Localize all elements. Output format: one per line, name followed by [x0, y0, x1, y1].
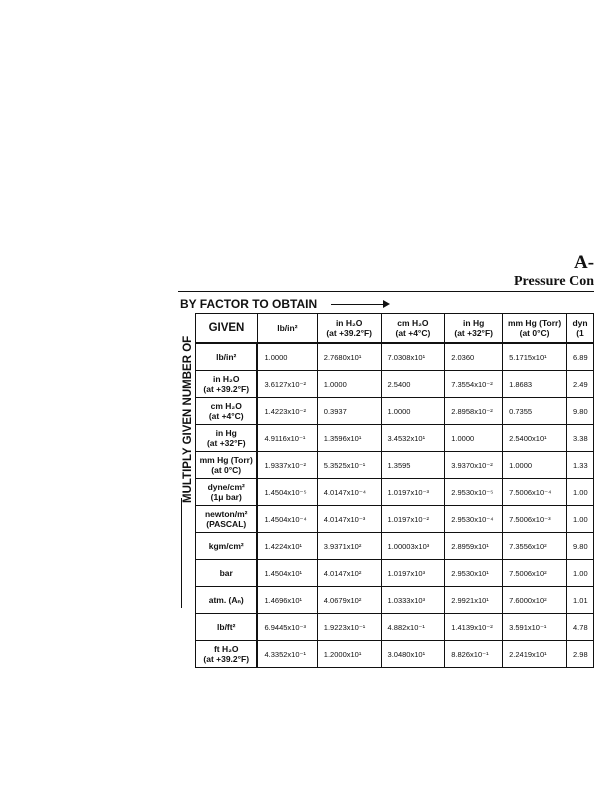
table-cell: 1.0000	[257, 343, 317, 371]
table-cell: 8.826x10⁻¹	[445, 641, 503, 668]
right-arrow-line	[331, 304, 385, 305]
table-cell: 4.882x10⁻¹	[381, 614, 445, 641]
table-cell: 1.00	[567, 506, 594, 533]
row-header: ft H₂O (at +39.2°F)	[196, 641, 258, 668]
table-cell: 2.2419x10¹	[503, 641, 567, 668]
table-cell: 1.4504x10⁻⁴	[257, 506, 317, 533]
table-cell: 1.0000	[445, 425, 503, 452]
column-header: cm H₂O (at +4°C)	[381, 314, 445, 344]
table-cell: 5.3525x10⁻¹	[317, 452, 381, 479]
table-cell: 7.6000x10²	[503, 587, 567, 614]
table-row	[196, 533, 594, 560]
table-cell: 1.33	[567, 452, 594, 479]
row-header: lb/ft²	[196, 614, 258, 641]
table-cell: 7.5006x10⁻⁴	[503, 479, 567, 506]
table-cell: 2.5400x10¹	[503, 425, 567, 452]
table-cell: 3.0480x10¹	[381, 641, 445, 668]
table-row	[196, 452, 594, 479]
table-cell: 7.5006x10²	[503, 560, 567, 587]
table-cell: 1.4504x10¹	[257, 560, 317, 587]
page-title: Pressure Con	[514, 274, 594, 289]
table-cell: 6.89	[567, 343, 594, 371]
table-cell: 1.0197x10⁻³	[381, 479, 445, 506]
header-row	[196, 314, 594, 344]
column-header: GIVEN	[196, 314, 258, 344]
table-cell: 2.9530x10⁻⁴	[445, 506, 503, 533]
table-cell: 7.0308x10¹	[381, 343, 445, 371]
table-cell: 5.1715x10¹	[503, 343, 567, 371]
by-factor-label: BY FACTOR TO OBTAIN	[180, 297, 318, 311]
table-row	[196, 343, 594, 371]
table-cell: 6.9445x10⁻³	[257, 614, 317, 641]
column-header: dyn (1	[567, 314, 594, 344]
table-cell: 9.80	[567, 398, 594, 425]
title-rule	[178, 291, 594, 292]
row-header: lb/in²	[196, 343, 258, 371]
table-cell: 1.9337x10⁻²	[257, 452, 317, 479]
table-cell: 3.9371x10²	[317, 533, 381, 560]
table-cell: 2.8958x10⁻²	[445, 398, 503, 425]
table-cell: 1.00003x10³	[381, 533, 445, 560]
table-row	[196, 560, 594, 587]
table-cell: 1.0000	[503, 452, 567, 479]
row-header: in Hg (at +32°F)	[196, 425, 258, 452]
table-cell: 1.4504x10⁻⁵	[257, 479, 317, 506]
row-header: cm H₂O (at +4°C)	[196, 398, 258, 425]
table-cell: 1.4224x10¹	[257, 533, 317, 560]
table-cell: 0.3937	[317, 398, 381, 425]
table-row	[196, 641, 594, 668]
table-cell: 1.0197x10⁻²	[381, 506, 445, 533]
multiply-given-label: MULTIPLY GIVEN NUMBER OF	[182, 335, 194, 503]
table-cell: 3.4532x10¹	[381, 425, 445, 452]
row-header: atm. (Aₙ)	[196, 587, 258, 614]
table-cell: 4.0147x10⁻³	[317, 506, 381, 533]
column-header: in Hg (at +32°F)	[445, 314, 503, 344]
conversion-table	[195, 313, 594, 668]
table-row	[196, 614, 594, 641]
side-label-wrap	[176, 314, 194, 610]
table-cell: 1.4223x10⁻²	[257, 398, 317, 425]
table-cell: 1.00	[567, 479, 594, 506]
table-cell: 1.4696x10¹	[257, 587, 317, 614]
column-header: in H₂O (at +39.2°F)	[317, 314, 381, 344]
row-header: newton/m² (PASCAL)	[196, 506, 258, 533]
table-cell: 2.9921x10¹	[445, 587, 503, 614]
table-cell: 4.0147x10²	[317, 560, 381, 587]
table-cell: 4.0147x10⁻⁴	[317, 479, 381, 506]
row-header: dyne/cm² (1μ bar)	[196, 479, 258, 506]
row-header: bar	[196, 560, 258, 587]
table-cell: 1.8683	[503, 371, 567, 398]
table-cell: 1.0333x10³	[381, 587, 445, 614]
column-header: mm Hg (Torr) (at 0°C)	[503, 314, 567, 344]
row-header: kgm/cm²	[196, 533, 258, 560]
table-cell: 9.80	[567, 533, 594, 560]
table-cell: 1.01	[567, 587, 594, 614]
table-cell: 2.9530x10⁻⁵	[445, 479, 503, 506]
table-cell: 1.0197x10³	[381, 560, 445, 587]
table-cell: 1.4139x10⁻²	[445, 614, 503, 641]
table-row	[196, 371, 594, 398]
table-cell: 1.9223x10⁻¹	[317, 614, 381, 641]
table-cell: 1.3595	[381, 452, 445, 479]
table-cell: 0.7355	[503, 398, 567, 425]
table-cell: 4.0679x10²	[317, 587, 381, 614]
table-cell: 1.0000	[381, 398, 445, 425]
row-header: mm Hg (Torr) (at 0°C)	[196, 452, 258, 479]
table-cell: 3.6127x10⁻²	[257, 371, 317, 398]
table-cell: 1.2000x10¹	[317, 641, 381, 668]
right-arrow-icon	[383, 300, 390, 308]
table-cell: 1.3596x10¹	[317, 425, 381, 452]
appendix-code: A-	[574, 252, 594, 273]
column-header: lb/in²	[257, 314, 317, 344]
table-row	[196, 479, 594, 506]
table-cell: 7.5006x10⁻³	[503, 506, 567, 533]
table-cell: 2.49	[567, 371, 594, 398]
table-cell: 4.9116x10⁻¹	[257, 425, 317, 452]
table-cell: 2.7680x10¹	[317, 343, 381, 371]
table-cell: 2.0360	[445, 343, 503, 371]
table-cell: 4.78	[567, 614, 594, 641]
table-row	[196, 398, 594, 425]
table-cell: 2.9530x10¹	[445, 560, 503, 587]
row-header: in H₂O (at +39.2°F)	[196, 371, 258, 398]
table-cell: 2.98	[567, 641, 594, 668]
table-cell: 3.9370x10⁻²	[445, 452, 503, 479]
table-cell: 2.5400	[381, 371, 445, 398]
table-row	[196, 587, 594, 614]
table-cell: 3.591x10⁻¹	[503, 614, 567, 641]
table-cell: 7.3554x10⁻²	[445, 371, 503, 398]
table-cell: 1.00	[567, 560, 594, 587]
table-row	[196, 506, 594, 533]
down-arrow-line	[181, 498, 182, 608]
table-cell: 7.3556x10²	[503, 533, 567, 560]
table-row	[196, 425, 594, 452]
table-cell: 3.38	[567, 425, 594, 452]
table-cell: 2.8959x10¹	[445, 533, 503, 560]
table-cell: 1.0000	[317, 371, 381, 398]
table-cell: 4.3352x10⁻¹	[257, 641, 317, 668]
